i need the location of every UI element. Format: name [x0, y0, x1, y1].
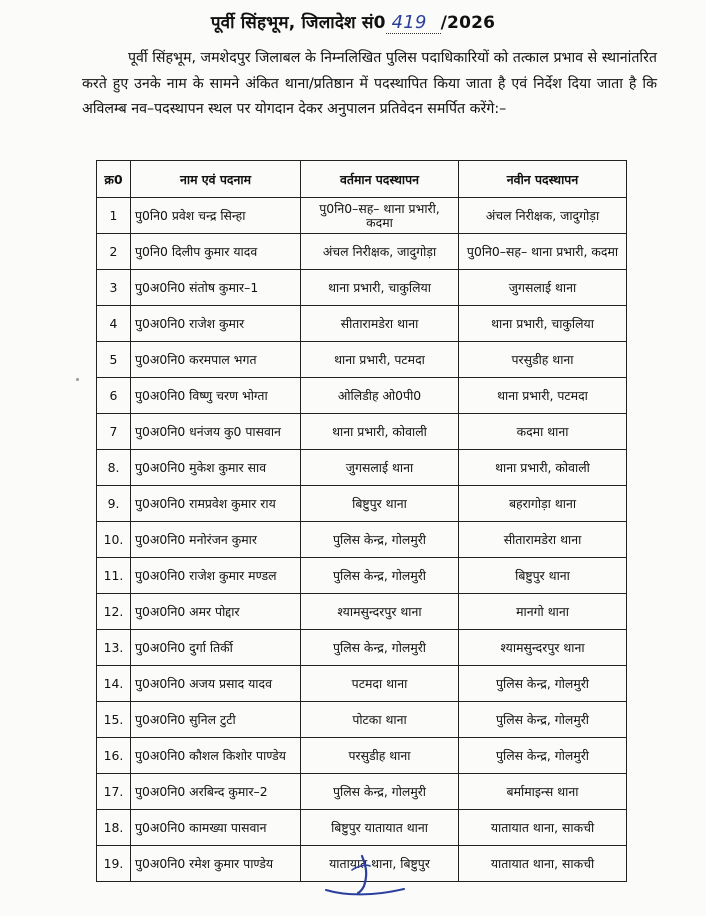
current-posting-cell: अंचल निरीक्षक, जादुगोड़ा — [301, 234, 459, 270]
name-cell: पु0अ0नि0 राजेश कुमार मण्डल — [131, 558, 301, 594]
serial-cell: 11. — [97, 558, 131, 594]
new-posting-cell: बिष्टुपुर थाना — [459, 558, 627, 594]
new-posting-cell: बर्मामाइन्स थाना — [459, 774, 627, 810]
header-new-posting: नवीन पदस्थापन — [459, 161, 627, 198]
transfer-table — [96, 160, 627, 882]
new-posting-cell: सीतारामडेरा थाना — [459, 522, 627, 558]
new-posting-cell: थाना प्रभारी, चाकुलिया — [459, 306, 627, 342]
serial-cell: 3 — [97, 270, 131, 306]
name-cell: पु0अ0नि0 राजेश कुमार — [131, 306, 301, 342]
name-cell: पु0अ0नि0 अरबिन्द कुमार–2 — [131, 774, 301, 810]
current-posting-cell: जुगसलाई थाना — [301, 450, 459, 486]
intro-text: पूर्वी सिंहभूम, जमशेदपुर जिलाबल के निम्नलिखित पुलिस पदाधिकारियों को तत्काल प्रभाव से स्थानांतरित करते हुए उनके नाम के सामने अंकित थाना/प्रतिष्ठान में पदस्थापित किया जाता है एवं निर्देश दिया जाता है कि अविलम्ब नव–पदस्थापन स्थल पर योगदान देकर अनुपालन प्रतिवेदन समर्पित करेंगे:– — [82, 50, 657, 117]
name-cell: पु0अ0नि0 मुकेश कुमार साव — [131, 450, 301, 486]
new-posting-cell: श्यामसुन्दरपुर थाना — [459, 630, 627, 666]
new-posting-cell: थाना प्रभारी, पटमदा — [459, 378, 627, 414]
table-row — [97, 702, 627, 738]
table-body — [97, 198, 627, 882]
name-cell: पु0अ0नि0 संतोष कुमार–1 — [131, 270, 301, 306]
serial-cell: 1 — [97, 198, 131, 234]
name-cell: पु0अ0नि0 धनंजय कु0 पासवान — [131, 414, 301, 450]
table-row — [97, 486, 627, 522]
current-posting-cell: थाना प्रभारी, कोवाली — [301, 414, 459, 450]
new-posting-cell: यातायात थाना, साकची — [459, 846, 627, 882]
table-row — [97, 810, 627, 846]
title-prefix: पूर्वी सिंहभूम, जिलादेश सं0 — [210, 13, 386, 33]
current-posting-cell: पुलिस केन्द्र, गोलमुरी — [301, 522, 459, 558]
table-row — [97, 378, 627, 414]
new-posting-cell: थाना प्रभारी, कोवाली — [459, 450, 627, 486]
name-cell: पु0अ0नि0 सुनिल टुटी — [131, 702, 301, 738]
header-current-posting: वर्तमान पदस्थापन — [301, 161, 459, 198]
table-row — [97, 630, 627, 666]
name-cell: पु0अ0नि0 कौशल किशोर पाण्डेय — [131, 738, 301, 774]
current-posting-cell: पुलिस केन्द्र, गोलमुरी — [301, 558, 459, 594]
name-cell: पु0अ0नि0 मनोरंजन कुमार — [131, 522, 301, 558]
name-cell: पु0नि0 दिलीप कुमार यादव — [131, 234, 301, 270]
table-row — [97, 234, 627, 270]
table-row — [97, 774, 627, 810]
serial-cell: 13. — [97, 630, 131, 666]
new-posting-cell: यातायात थाना, साकची — [459, 810, 627, 846]
new-posting-cell: पुलिस केन्द्र, गोलमुरी — [459, 666, 627, 702]
current-posting-cell: यातायात थाना, बिष्टुपुर — [301, 846, 459, 882]
current-posting-cell: परसुडीह थाना — [301, 738, 459, 774]
serial-cell: 16. — [97, 738, 131, 774]
new-posting-cell: मानगो थाना — [459, 594, 627, 630]
name-cell: पु0अ0नि0 विष्णु चरण भोग्ता — [131, 378, 301, 414]
new-posting-cell: पुलिस केन्द्र, गोलमुरी — [459, 738, 627, 774]
table-row — [97, 522, 627, 558]
serial-cell: 12. — [97, 594, 131, 630]
serial-cell: 2 — [97, 234, 131, 270]
serial-cell: 4 — [97, 306, 131, 342]
table-header-row — [97, 161, 627, 198]
signature — [322, 852, 408, 898]
paper-mark — [76, 378, 79, 381]
serial-cell: 5 — [97, 342, 131, 378]
serial-cell: 14. — [97, 666, 131, 702]
table-row — [97, 666, 627, 702]
current-posting-cell: ओलिडीह ओ0पी0 — [301, 378, 459, 414]
new-posting-cell: पुलिस केन्द्र, गोलमुरी — [459, 702, 627, 738]
table-row — [97, 738, 627, 774]
serial-cell: 17. — [97, 774, 131, 810]
table-row — [97, 450, 627, 486]
current-posting-cell: थाना प्रभारी, पटमदा — [301, 342, 459, 378]
table-row — [97, 306, 627, 342]
header-name: नाम एवं पदनाम — [131, 161, 301, 198]
serial-cell: 18. — [97, 810, 131, 846]
new-posting-cell: जुगसलाई थाना — [459, 270, 627, 306]
table-row — [97, 342, 627, 378]
new-posting-cell: पु0नि0–सह– थाना प्रभारी, कदमा — [459, 234, 627, 270]
current-posting-cell: पोटका थाना — [301, 702, 459, 738]
name-cell: पु0अ0नि0 रामप्रवेश कुमार राय — [131, 486, 301, 522]
current-posting-cell: पटमदा थाना — [301, 666, 459, 702]
order-number: 419 — [386, 12, 441, 34]
table-row — [97, 198, 627, 234]
new-posting-cell: कदमा थाना — [459, 414, 627, 450]
name-cell: पु0अ0नि0 अमर पोद्दार — [131, 594, 301, 630]
intro-paragraph — [82, 46, 657, 123]
name-cell: पु0अ0नि0 दुर्गा तिर्की — [131, 630, 301, 666]
serial-cell: 8. — [97, 450, 131, 486]
serial-cell: 9. — [97, 486, 131, 522]
name-cell: पु0अ0नि0 रमेश कुमार पाण्डेय — [131, 846, 301, 882]
serial-cell: 6 — [97, 378, 131, 414]
new-posting-cell: अंचल निरीक्षक, जादुगोड़ा — [459, 198, 627, 234]
current-posting-cell: पुलिस केन्द्र, गोलमुरी — [301, 774, 459, 810]
serial-cell: 19. — [97, 846, 131, 882]
name-cell: पु0अ0नि0 कामख्या पासवान — [131, 810, 301, 846]
table-row — [97, 414, 627, 450]
new-posting-cell: परसुडीह थाना — [459, 342, 627, 378]
name-cell: पु0अ0नि0 अजय प्रसाद यादव — [131, 666, 301, 702]
current-posting-cell: सीतारामडेरा थाना — [301, 306, 459, 342]
current-posting-cell: पु0नि0–सह– थाना प्रभारी, कदमा — [301, 198, 459, 234]
table-row — [97, 558, 627, 594]
table-row — [97, 594, 627, 630]
table-row — [97, 270, 627, 306]
serial-cell: 10. — [97, 522, 131, 558]
serial-cell: 7 — [97, 414, 131, 450]
current-posting-cell: बिष्टुपुर थाना — [301, 486, 459, 522]
serial-cell: 15. — [97, 702, 131, 738]
current-posting-cell: पुलिस केन्द्र, गोलमुरी — [301, 630, 459, 666]
page-title — [0, 10, 706, 33]
new-posting-cell: बहरागोड़ा थाना — [459, 486, 627, 522]
current-posting-cell: बिष्टुपुर यातायात थाना — [301, 810, 459, 846]
header-serial: क्र0 — [97, 161, 131, 198]
order-year: /2026 — [440, 13, 496, 33]
current-posting-cell: थाना प्रभारी, चाकुलिया — [301, 270, 459, 306]
name-cell: पु0नि0 प्रवेश चन्द्र सिन्हा — [131, 198, 301, 234]
current-posting-cell: श्यामसुन्दरपुर थाना — [301, 594, 459, 630]
name-cell: पु0अ0नि0 करमपाल भगत — [131, 342, 301, 378]
